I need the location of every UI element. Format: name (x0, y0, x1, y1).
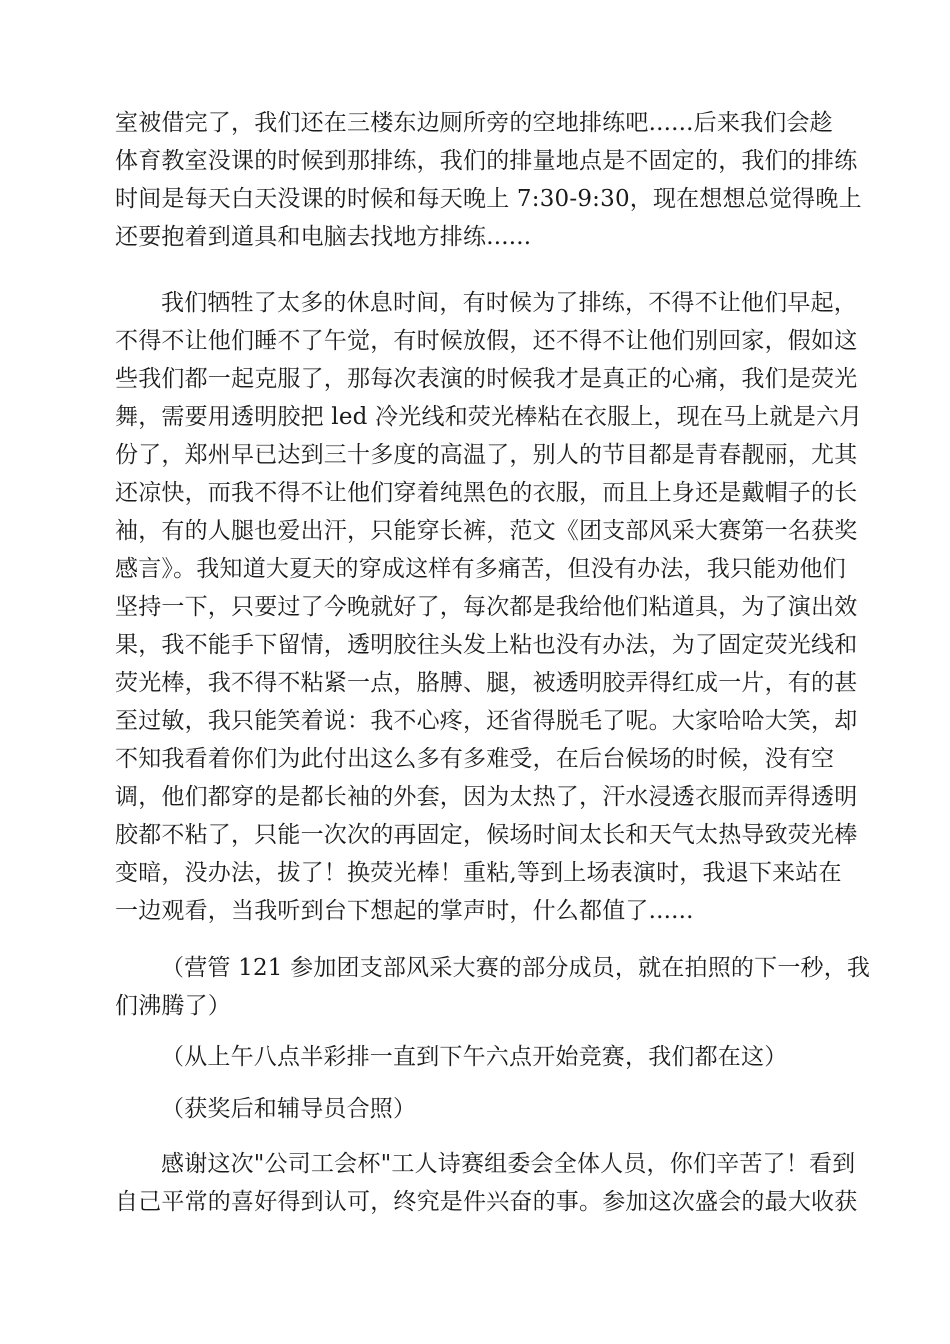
text-line: 不知我看着你们为此付出这么多有多难受，在后台候场的时候，没有空 (115, 746, 835, 772)
text-line: 不得不让他们睡不了午觉，有时候放假，还不得不让他们别回家，假如这 (115, 328, 858, 354)
text-line: 我们牺牲了太多的休息时间，有时候为了排练，不得不让他们早起， (161, 290, 857, 316)
text-line: （获奖后和辅导员合照） (161, 1096, 417, 1122)
text-line: 些我们都一起克服了，那每次表演的时候我才是真正的心痛，我们是荧光 (115, 366, 858, 392)
text-line: 至过敏，我只能笑着说：我不心疼，还省得脱毛了呢。大家哈哈大笑，却 (115, 708, 858, 734)
paragraph-sacrifice (115, 284, 863, 930)
text-line: 还要抱着到道具和电脑去找地方排练...... (115, 224, 532, 250)
photo-caption-award (115, 1090, 835, 1128)
photo-caption-members (115, 949, 871, 1025)
paragraph-thanks (115, 1145, 858, 1221)
text-line: 舞，需要用透明胶把 led 冷光线和荧光棒粘在衣服上，现在马上就是六月 (115, 404, 863, 430)
text-line: 一边观看，当我听到台下想起的掌声时，什么都值了...... (115, 898, 694, 924)
text-line: 还凉快，而我不得不让他们穿着纯黑色的衣服，而且上身还是戴帽子的长 (115, 480, 858, 506)
text-line: 变暗，没办法，拔了！换荧光棒！重粘,等到上场表演时，我退下来站在 (115, 860, 842, 886)
text-line: 们沸腾了） (115, 993, 231, 1019)
text-line: 自己平常的喜好得到认可，终究是件兴奋的事。参加这次盛会的最大收获 (115, 1189, 858, 1215)
text-line: （从上午八点半彩排一直到下午六点开始竞赛，我们都在这） (161, 1044, 788, 1070)
text-line: 感言》。我知道大夏天的穿成这样有多痛苦，但没有办法，我只能劝他们 (115, 556, 846, 582)
photo-caption-rehearsal (115, 1038, 835, 1076)
text-line: 时间是每天白天没课的时候和每天晚上 7:30-9:30，现在想想总觉得晚上 (115, 186, 862, 212)
text-line: 果，我不能手下留情，透明胶往头发上粘也没有办法，为了固定荧光线和 (115, 632, 858, 658)
text-line: 体育教室没课的时候到那排练，我们的排量地点是不固定的，我们的排练 (115, 148, 858, 174)
text-line: 份了，郑州早已达到三十多度的高温了，别人的节目都是青春靓丽，尤其 (115, 442, 858, 468)
text-line: 感谢这次"公司工会杯"工人诗赛组委会全体人员，你们辛苦了！看到 (161, 1151, 856, 1177)
text-line: 坚持一下，只要过了今晚就好了，每次都是我给他们粘道具，为了演出效 (115, 594, 858, 620)
text-line: 袖，有的人腿也爱出汗，只能穿长裤，范文《团支部风采大赛第一名获奖 (115, 518, 858, 544)
text-line: （营管 121 参加团支部风采大赛的部分成员，就在拍照的下一秒，我 (161, 955, 871, 981)
text-line: 胶都不粘了，只能一次次的再固定，候场时间太长和天气太热导致荧光棒 (115, 822, 858, 848)
text-line: 室被借完了，我们还在三楼东边厕所旁的空地排练吧......后来我们会趁 (115, 110, 833, 136)
text-line: 调，他们都穿的是都长袖的外套，因为太热了，汗水浸透衣服而弄得透明 (115, 784, 858, 810)
paragraph-rehearsal-location (115, 104, 862, 256)
text-line: 荧光棒，我不得不粘紧一点，胳膊、腿，被透明胶弄得红成一片，有的甚 (115, 670, 858, 696)
